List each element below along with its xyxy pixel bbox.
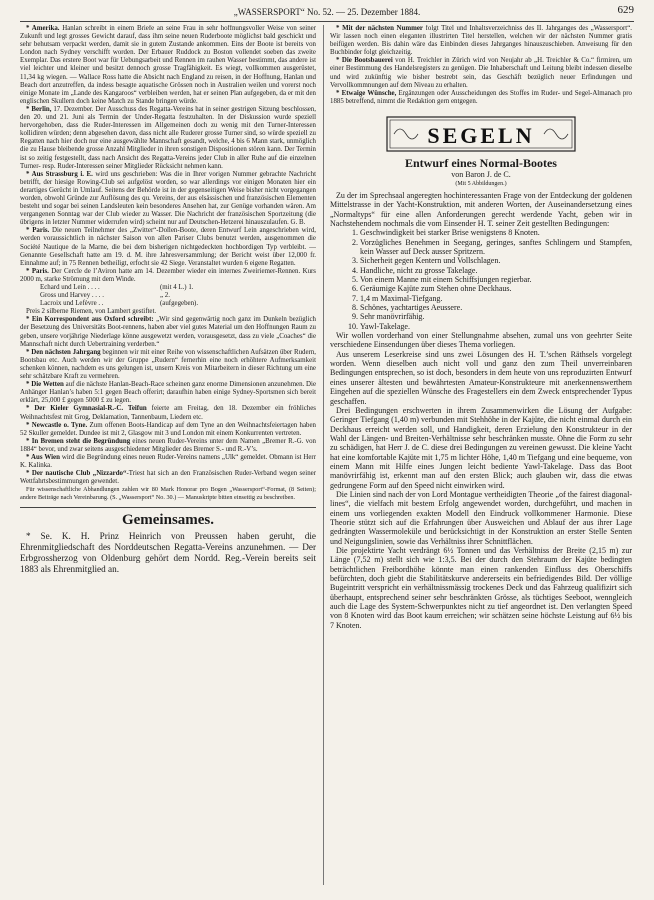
news-item-4 [20,268,316,284]
section-title-gemeinsames: Gemeinsames. [20,507,316,529]
left-news-items [20,25,316,501]
news-item-text: 17. Dezember. Der Ausschuss des Regatta-Vereins hat in seiner gestrigen Sitzung beschlossen, den 20. und 21. Juni als Termin der Under-Regatta festzuhalten. In der Diskussion wurde speziell hervorgehoben, dass die Ruder-Interessen im Allgemeinen doch zu wenig mit den Turner-Interessen kollidiren würden; denn abgesehen davon, dass nicht alle Ruderer grosse Turner sind, so würde speziell zu Regatten nach hier doch nur eine ausgewählte Mannschaft gesandt, welche, 4 bis 6 Mann stark, unmöglich die zu Hause bleibende grosse Anzahl Mitglieder in ihren sonstigen Dispositionen stören kann. Der Termin ist so zeitig festgestellt, dass nach Ansicht des Regatta-Vereins jeder Club in aller Ruhe auf die einzelnen Turner- resp. Ruder-Interessen seiner Mitglieder Rücksicht nehmen kann. [20,105,316,170]
news-item-text: „Wir sind gegenwärtig noch ganz im Dunkeln bezüglich der Besetzung des Universitäts Boot-rennens, haben aber viel gutes Material um den Hoffnungen Raum zu geben, unsere vorjährige Niederlage könne ausgewetzt werden, vorausgesetzt, dass zu viele „Coaches“ die Mannschaft nicht durch Uebertraining verderben.“ [20,316,316,348]
condition-item: 1. Geschwindigkeit bei starker Brise wenigstens 8 Knoten. [360,228,632,237]
notice-item-0 [330,25,632,57]
notice-item-text: folgt Titel und Inhaltsverzeichniss des II. Jahrganges des „Wassersport“. Wir lassen noch einen eleganten illustrirten Titel herstellen, welchen wir der nächsten Nummer gratis beifügen werden. Bis dahin wäre das Einbinden dieses Jahrganges hinauszuschieben. Anweisung für den Buchbinder folgt gleichzeitig. [330,25,632,57]
news-item-13 [20,470,316,486]
article-author: von Baron J. de C. [451,169,511,179]
news-item-lead: * Amerika. [26,25,60,32]
news-item-text: feierte am Freitag, den 18. Dezember ein fröhliches Weihnachtsfest mit Grog, Deklamation, Tannenbaum, Liedern etc. [20,405,316,421]
news-item-8 [20,381,316,405]
notice-item-lead: * Die Bootsbauerei [336,57,393,65]
notice-item-2 [330,90,632,106]
race-row [40,284,316,292]
left-column [20,25,316,893]
news-item-text: wird uns geschrieben: Was die in Ihrer vorigen Nummer gebrachte Nachricht betrifft, der hiesige Rowing-Club sei aufgelöst worden, so war allerdings vor einigen Monaten hier ein derartiges Gerücht in Umlauf. Seitens der Behörde ist in der gegenseitigen Weise bisher nicht vorgegangen worden, obwohl Gründe zur Auflösung des qu. Vereins, der aus elsässischen und französischen Elementen besteht und sogar bei seinen Landsleuten kein besonderes Ansehen hat, zur Genüge vorhanden wären. Am vergangenen Sonntag war der Club wieder zu Wasser. Die Nachricht der französischen Sportzeitung (die übrigens in letzter Nummer widerrufen wird) scheint nur auf Deutschen-Hetzerei hinauszulaufen. G. B. [20,170,316,227]
article-paragraph: Die Linien sind nach der von Lord Montague vertheidigten Theorie „of the fairest diagonal-lines“, die vielfach mit bestem Erfolg angewendet worden, durchgeführt, und machen in einem uns vorliegenden exakten Modell den Eindruck vollkommener Harmonie. Diese Theorie stützt sich auf die Erfahrungen über Ausweichen und Ablauf der aus ihrer Lage gedrängten Wassermoleküle und berücksichtigt in der Konstruktion an erster Stelle Senten und Neigungslinien, sowie das Verhältniss ihrer Schnittflächen. [330,489,632,546]
condition-item: 4. Handliche, nicht zu grosse Takelage. [360,266,632,275]
race-crew: Gross und Harvey . . . . [40,292,104,300]
news-item-lead: * Berlin, [26,105,52,113]
news-item-text: Zum offenen Boots-Handicap auf dem Tyne an den Weihnachtsfeiertagen haben 52 Skuller gemeldet. Dundee ist mit 2, Glasgow mit 3 und London mit einem Konkurrenten vertreten. [20,421,316,437]
article-intro: Zu der im Sprechsaal angeregten hochinteressanten Frage von der Entdeckung der goldenen Mittelstrasse in der Yacht-Konstruktion, mit anderen Worten, der Auseinandersetzung eines „Normaltyps“ für eine allen Anforderungen gerecht werdende Yacht, geben wir in Nachstehendem nochmals die vom Einsender H. T. seiner Zeit gestellten Bedingungen: [330,190,632,228]
page-number: 629 [617,4,634,16]
news-item-text: eines neuen Ruder-Vereins unter dem Namen „Bremer R.-G. von 1884“ bevor, und zwar seitens ausgeschiedener Mitglieder des Bremer S.- und R.-V’s. [20,437,316,453]
news-item-text: wird die Begründung eines neuen Ruder-Vereins namens „Ulk“ gemeldet. Obmann ist Herr K. Kalinka. [20,453,316,470]
column-divider [323,25,324,885]
news-item-text: Preis 2 silberne Riemen, von Lambert gestiftet. [26,308,157,316]
race-result: (aufgegeben). [160,300,199,308]
news-item-text: Der Cercle de l’Aviron hatte am 14. Dezember wieder ein internes Zweiriemer-Rennen. Kurs 2000 m, starke Strömung mit dem Winde. [20,267,316,283]
race-row [40,292,316,300]
news-item-6 [20,316,316,348]
news-item-text: beginnen wir mit einer Reihe von wissenschaftlichen Aufsätzen über Rudern, Bootsbau etc. Auch werden wir der Gruppe „Rudern“ fernerhin eine noch erhöhtere Aufmerksamkeit schenken können, nachdem es uns gelungen ist, unsern Kreis von Mitarbeitern in dieser Richtung um eine sehr schätzbare Kraft zu vermehren. [20,348,316,381]
news-item-lead: * Der Kieler Gymnasial-R.-C. Teifun [26,405,147,413]
right-news-items [330,25,632,106]
condition-item: 8. Schönes, yachtartiges Aeussere. [360,303,632,312]
news-item-0 [20,25,316,106]
right-column [330,25,632,893]
news-item-lead: * Den nächsten Jahrgang [26,348,101,356]
news-item-lead: * Der nautische Club „Nizzardo“ [26,470,127,478]
article-paragraph: Die projektirte Yacht verdrängt 6½ Tonnen und das Verhältniss der Breite (2,15 m) zur Länge (7,52 m) stellt sich wie 1:3,5. Bei der durch den Stehraum der Kajüte bedingten beträchtlichen Freibordhöhe könnte man einen rankenden Einfluss des Oberschiffs befürchten, doch giebt die Stabilitätskurve andererseits ein befriedigendes Bild. Der völlige Bugeintritt verspricht ein verhältnissmässig trockenes Deck und das Fahrzeug qualifizirt sich überhaupt, entsprechend seiner sehr beschränkten Grösse, als tüchtiges Seeboot, wenngleich auch die Lage des System-Schwerpunktes nicht zu tief angeordnet ist. Den verlangten Speed von 8 Knoten wird das Boot kaum erreichen; wir schätzen seine höchste Leistung auf 6½ bis 7 Knoten. [330,546,632,630]
news-item-9 [20,405,316,421]
article-paragraph: Drei Bedingungen erschwerten in ihrem Zusammenwirken die Lösung der Aufgabe: Geringer Tiefgang (1,40 m) verbunden mit Stehhöhe in der Kajüte, die nicht einmal durch ein Deckhaus erreicht werden soll, und Handigkeit, deren Erzielung den Konstrukteur in der Wahl der Längen- und Breiten-Verhältnisse sehr beschränken musste. Ohne die Form zu sehr zu schädigen, hat Herr J. de C. diese drei Bedingungen zu vereinen gewusst. Die kleine Yacht hat eine komfortable Kajüte mit 1,75 m lichter Höhe, 1,40 m Tiefgang und eine bequeme, von einem Mann mit Hilfe eines Jungen leicht bediente Yawl-Takelage. Dass das Boot manövrirfähig ist, erkennt man auf den ersten Blick; auch glauben wir, dass die etwas gedrungene Form auf den Speed nicht einwirken wird. [330,405,632,490]
news-item-lead: * Paris. [26,267,49,275]
news-item-lead: * Aus Wien [26,453,60,461]
page-header [20,4,634,20]
article-note: (Mit 5 Abbildungen.) [455,180,507,187]
news-item-lead: * Newcastle o. Tyne. [26,421,88,429]
race-results [40,284,316,308]
news-item-lead: * In Bremen steht die Begründung [26,437,131,445]
news-item-text: Hanlan schreibt in einem Briefe an seine Frau in sehr hoffnungsvoller Weise von seiner Zukunft und legt grosses Gewicht darauf, dass ihm seine neuen Ruderboote möglichst bald geschickt und sehr behutsam verpackt werden, damit sie in gutem Zustande ankommen. Eins der Boote ist bereits von London nach Sydney verschifft worden. Der Erbauer Ruddock zu Boston vollendet soeben das zweite Exemplar. Das erstere Boot war für Uebungsarbeit und Rennen im rauhen Wasser bestimmt, das andere ist viel leichter und kleiner und besitzt dennoch grosse Tragfähigkeit. Es wiegt, vollkommen ausgerüstet, 11,34 kg wiegen. — Wallace Ross hatte die Absicht nach England zu reisen, in der Hoffnung, Hanlan und Beach dort anzutreffen, da indess besagte aquatische Grössen noch in Australien weilen und vorerst noch einige Monate im „Lande des Kangaroos“ verbleiben werden, hat er seinen Plan aufgegeben, da er mit den englischen Skullern doch keine Match zu Stande bringen würde. [20,25,316,105]
news-item-10 [20,422,316,438]
news-item-2 [20,171,316,228]
segeln-ornament [386,116,576,152]
news-item-12 [20,454,316,470]
condition-item: 3. Sicherheit gegen Kentern und Vollschlagen. [360,256,632,265]
news-item-1 [20,106,316,171]
news-item-lead: * Aus Strassburg i. E. [26,170,93,178]
article-paragraph: Wir wollen vorderhand von einer Stellungnahme absehen, zumal uns von geehrter Seite verschiedene Einsendungen über dieses Thema vorliegen. [330,331,632,350]
news-item-text: -Triest hat sich an den Französischen Ruder-Verband wegen seiner Wettfahrtsbestimmungen gewendet. [20,470,316,486]
notice-item-1 [330,57,632,89]
segeln-banner [330,116,632,152]
condition-item: 7. 1,4 m Maximal-Tiefgang. [360,294,632,303]
conditions-list [330,228,632,331]
article-paragraph: Aus unserem Leserkreise sind uns zwei Lösungen des H. T.’schen Räthsels vorgelegt worden. Wenn dieselben auch nicht voll und ganz den zum Theil unverreinbaren Bedingungen entsprechen, so ist doch, besonders in dem heute von uns reproduzirten Entwurf eines unserer ältesten und bewährtesten Amateur-Konstrukteure mit anerkennenswerthem Eingehen auf die speziellen Wünsche des Fragestellers ein dem Zweck entsprechender Typus geschaffen. [330,349,632,406]
article-body [330,191,632,630]
footnote: Für wissenschaftliche Abhandlungen zahlen wir 80 Mark Honorar pro Bogen „Wassersport“-Format, (8 Seiten); andere Beiträge nach Vereinbarung. (S. „Wassersport“ No. 30.) — Manuskripte bitten einseitig zu beschreiben. [20,486,316,501]
news-item-lead: * Ein Korrespondent aus Oxford schreibt: [26,316,154,324]
condition-item: 5. Von einem Manne mit einem Schiffsjungen regierbar. [360,275,632,284]
section-gemeinsames-text [20,531,316,575]
news-item-5 [20,308,316,316]
gemeinsames-paragraph: * Se. K. H. Prinz Heinrich von Preussen haben geruht, die Ehrenmitgliedschaft des Norddeutschen Regatta-Vereins anzunehmen. — Der Erbgrossherzog von Oldenburg gehört dem Nordd. Reg.-Verein bereits seit 1883 als Ehrenmitglied an. [20,530,316,574]
condition-item: 10. Yawl-Takelage. [360,322,632,331]
condition-item: 6. Geräumige Kajüte zum Stehen ohne Deckhaus. [360,284,632,293]
news-item-3 [20,227,316,267]
notice-item-text: von H. Treichler in Zürich wird von Neujahr ab „H. Treichler & Co.“ firmiren, um einer Bestimmung des Handelsregisters zu genügen. Die Inhaberschaft und Leitung bleibt indessen dieselbe und wird zukünftig wie bisher bestrebt sein, das Geschäft bezüglich neuer Erfindungen und Vervollkommnungen auf dem Niveau zu erhalten. [330,57,632,89]
news-item-text: auf die nächste Hanlan-Beach-Race scheinen ganz enorme Dimensionen anzunehmen. Die Anhänger Hanlan’s haben 5:1 gegen Beach offerirt; daraufhin haben einige Sydney-Sportsmen sich bereit erklärt, 25,000 £ gegen 5000 £ zu legen. [20,381,316,405]
article-title: Entwurf eines Normal-Bootes [405,155,557,170]
condition-item: 9. Sehr manövrirfähig. [360,312,632,321]
race-result: „ 2. [160,292,170,300]
running-title: „WASSERSPORT“ No. 52. — 25. Dezember 1884. [233,7,421,17]
header-rule [20,21,634,22]
news-item-lead: * Die Wetten [26,381,64,389]
race-row [40,300,316,308]
news-item-text: Die neuen Teilnehmer des „Zwitter“-Dollen-Boote, deren Entwurf Lein angeschrieben wird, werden voraussichtlich in nächster Saison von allen Pariser Clubs benutzt werden, ausgenommen die Société Nautique de la Marne, die bei dem bisherigen nichtgedeckten hochbordigen Typ verbleibt. — Genannte Gesellschaft hatte am 19. d. M. ihre Jahresversammlung; der Bericht weist über 12,000 fr. Einnahme auf; in 75 Rennen betheiligt, erfocht sie 42 Siege. Veranstaltet wurden 6 eigene Regatten. [20,227,316,267]
article-paragraphs [330,331,632,630]
news-item-7 [20,349,316,381]
race-crew: Echard und Lein . . . . [40,284,100,291]
news-item-11 [20,438,316,454]
race-crew: Lacroix und Lefèvre . . [40,300,104,308]
notice-item-text: Ergänzungen oder Ausscheidungen des Stoffes im Ruder- und Segel-Almanach pro 1885 betreffend, nimmt die Redaktion gern entgegen. [330,89,632,105]
news-item-lead: * Paris. [26,227,50,235]
condition-item: 2. Vorzügliches Benehmen in Seegang, geringes, sanftes Schlingern und Stampfen, kein Wasser auf Deck ausser Spritzern. [360,238,632,257]
notice-item-lead: * Mit der nächsten Nummer [336,25,423,32]
segeln-title: SEGELN [427,122,535,148]
notice-item-lead: * Etwaige Wünsche, [336,89,397,97]
race-result: (mit 4 L.) 1. [160,284,194,291]
